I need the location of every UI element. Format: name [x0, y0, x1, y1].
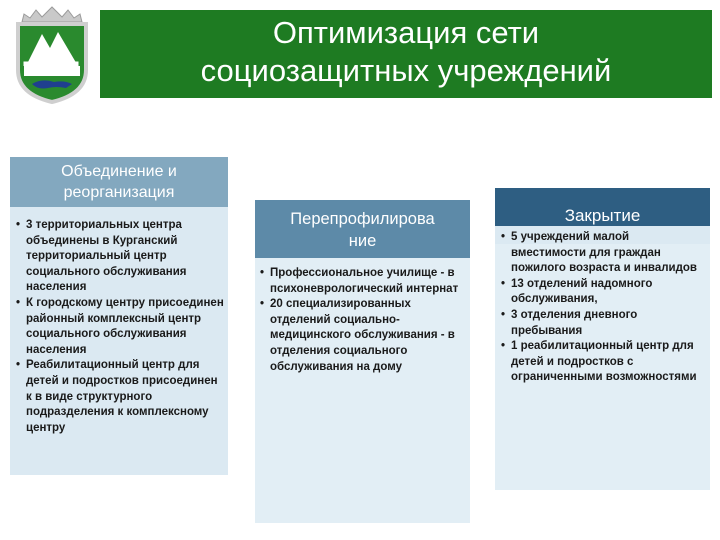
- bullet-icon: •: [16, 359, 21, 372]
- column-merge-heading: [10, 157, 228, 207]
- list-item-text: Реабилитационный центр для детей и подростков присоединен к в виде структурного подразделения к комплексному центру: [26, 359, 218, 434]
- list-item: [16, 218, 226, 296]
- list-item: [501, 339, 707, 386]
- list-item: [501, 230, 707, 277]
- column-closure-list: [501, 230, 707, 386]
- column-closure-heading: [495, 188, 710, 226]
- list-item-text: 5 учреждений малой вместимости для граждан пожилого возраста и инвалидов: [511, 231, 697, 275]
- column-merge-list: [16, 218, 226, 436]
- bullet-icon: •: [260, 267, 265, 279]
- list-item: [16, 358, 226, 436]
- list-item: [501, 308, 707, 339]
- list-item: [501, 277, 707, 308]
- coat-of-arms-logo: [8, 4, 96, 104]
- list-item-text: 13 отделений надомного обслуживания,: [511, 277, 653, 306]
- list-item-text: Профессиональное училище - в психоневрологический интернат: [270, 267, 459, 295]
- list-item-text: 3 отделения дневного пребывания: [511, 308, 638, 337]
- list-item: [16, 296, 226, 358]
- column-merge-heading-line2: реорганизация: [63, 184, 175, 201]
- bullet-icon: •: [501, 340, 506, 353]
- column-reprofile-heading: [255, 200, 470, 258]
- page-title-line1: Оптимизация сети: [272, 15, 540, 50]
- page-title: [100, 14, 712, 94]
- bullet-icon: •: [16, 219, 21, 231]
- column-closure-heading-line1: Закрытие: [564, 206, 641, 225]
- column-reprofile-heading-line1: Перепрофилирова: [290, 210, 435, 228]
- column-reprofile-list: [260, 266, 466, 375]
- column-merge-heading-line1: Объединение и: [61, 163, 177, 180]
- bullet-icon: •: [501, 277, 506, 290]
- bullet-icon: •: [260, 298, 265, 311]
- column-reprofile-heading-line2: ние: [348, 232, 377, 250]
- page-title-line2: социозащитных учреждений: [200, 53, 612, 88]
- bullet-icon: •: [501, 231, 506, 243]
- list-item-text: 1 реабилитационный центр для детей и подростков с ограниченными возможностями: [511, 340, 697, 384]
- bullet-icon: •: [16, 296, 21, 309]
- list-item-text: 3 территориальных центра объединены в Курганский территориальный центр социального обслуживания населения: [26, 219, 187, 294]
- bullet-icon: •: [501, 308, 506, 321]
- list-item-text: 20 специализированных отделений социально-медицинского обслуживания - в отделения социального обслуживания на дому: [270, 298, 455, 373]
- list-item: [260, 266, 466, 297]
- list-item-text: К городскому центру присоединен районный комплексный центр социального обслуживания населения: [26, 296, 224, 356]
- list-item: [260, 297, 466, 375]
